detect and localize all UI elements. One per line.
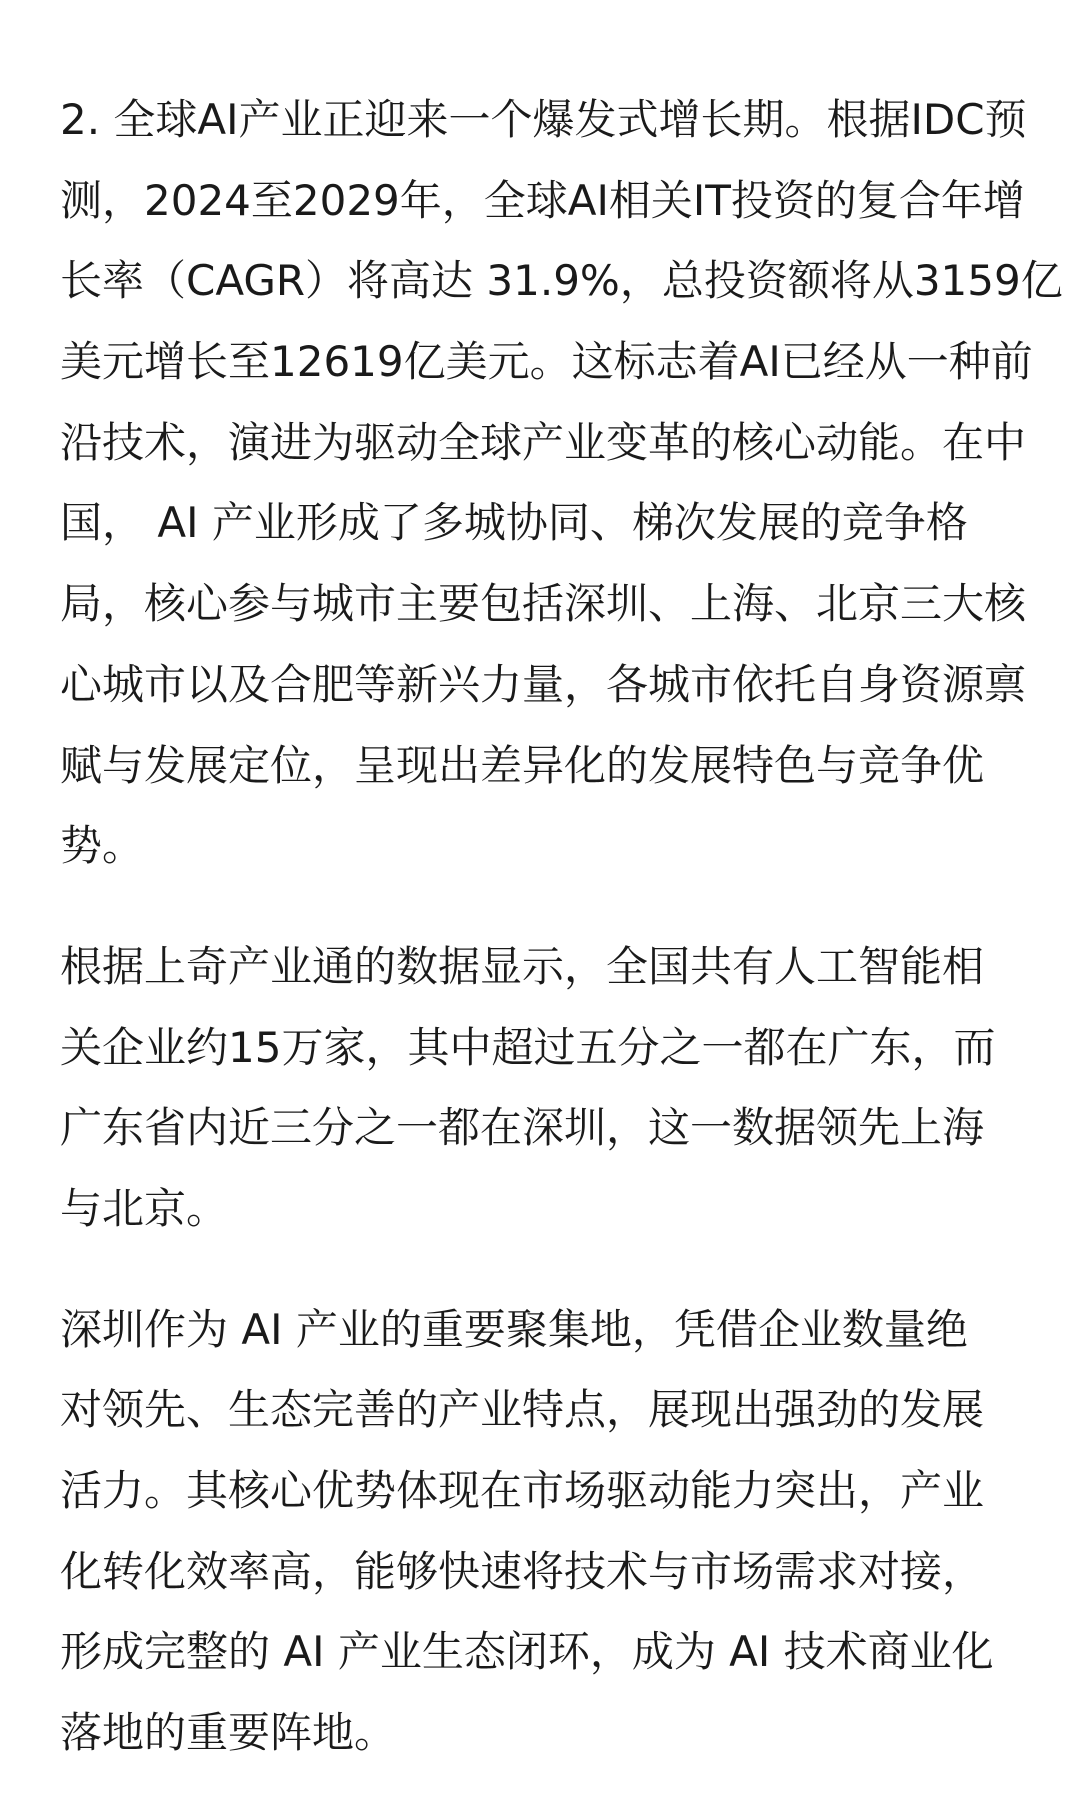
text-line: 赋与发展定位，呈现出差异化的发展特色与竞争优 <box>60 740 985 790</box>
paragraph-enterprise-data <box>60 927 1020 1250</box>
text-line: 国， AI 产业形成了多城协同、梯次发展的竞争格 <box>60 498 968 548</box>
text-line: 长率（CAGR）将高达 31.9%，总投资额将从3159亿 <box>60 256 1063 306</box>
text-line: 心城市以及合肥等新兴力量，各城市依托自身资源禀 <box>60 659 1027 709</box>
text-line: 深圳作为 AI 产业的重要聚集地，凭借企业数量绝 <box>60 1304 968 1354</box>
text-line: 对领先、生态完善的产业特点，展现出强劲的发展 <box>60 1385 985 1435</box>
text-line: 2. 全球AI产业正迎来一个爆发式增长期。根据IDC预 <box>60 95 1027 144</box>
text-line: 势。 <box>60 821 145 871</box>
text-line: 广东省内近三分之一都在深圳，这一数据领先上海 <box>60 1103 985 1153</box>
text-line: 形成完整的 AI 产业生态闭环，成为 AI 技术商业化 <box>60 1627 994 1677</box>
text-line: 测，2024至2029年，全球AI相关IT投资的复合年增 <box>60 175 1025 225</box>
text-line: 沿技术，演进为驱动全球产业变革的核心动能。在中 <box>60 417 1027 467</box>
text-line: 与北京。 <box>60 1183 229 1233</box>
text-line: 化转化效率高，能够快速将技术与市场需求对接， <box>60 1546 985 1596</box>
text-line: 关企业约15万家，其中超过五分之一都在广东，而 <box>60 1022 996 1072</box>
text-line: 落地的重要阵地。 <box>60 1708 397 1758</box>
text-line: 美元增长至12619亿美元。这标志着AI已经从一种前 <box>60 337 1033 387</box>
paragraph-shenzhen <box>60 1290 1020 1774</box>
paragraph-global-ai-growth <box>60 80 1063 887</box>
article-body <box>60 80 1063 1814</box>
text-line: 根据上奇产业通的数据显示，全国共有人工智能相 <box>60 941 985 991</box>
text-line: 局，核心参与城市主要包括深圳、上海、北京三大核 <box>60 579 1027 629</box>
text-line: 活力。其核心优势体现在市场驱动能力突出，产业 <box>60 1466 985 1515</box>
